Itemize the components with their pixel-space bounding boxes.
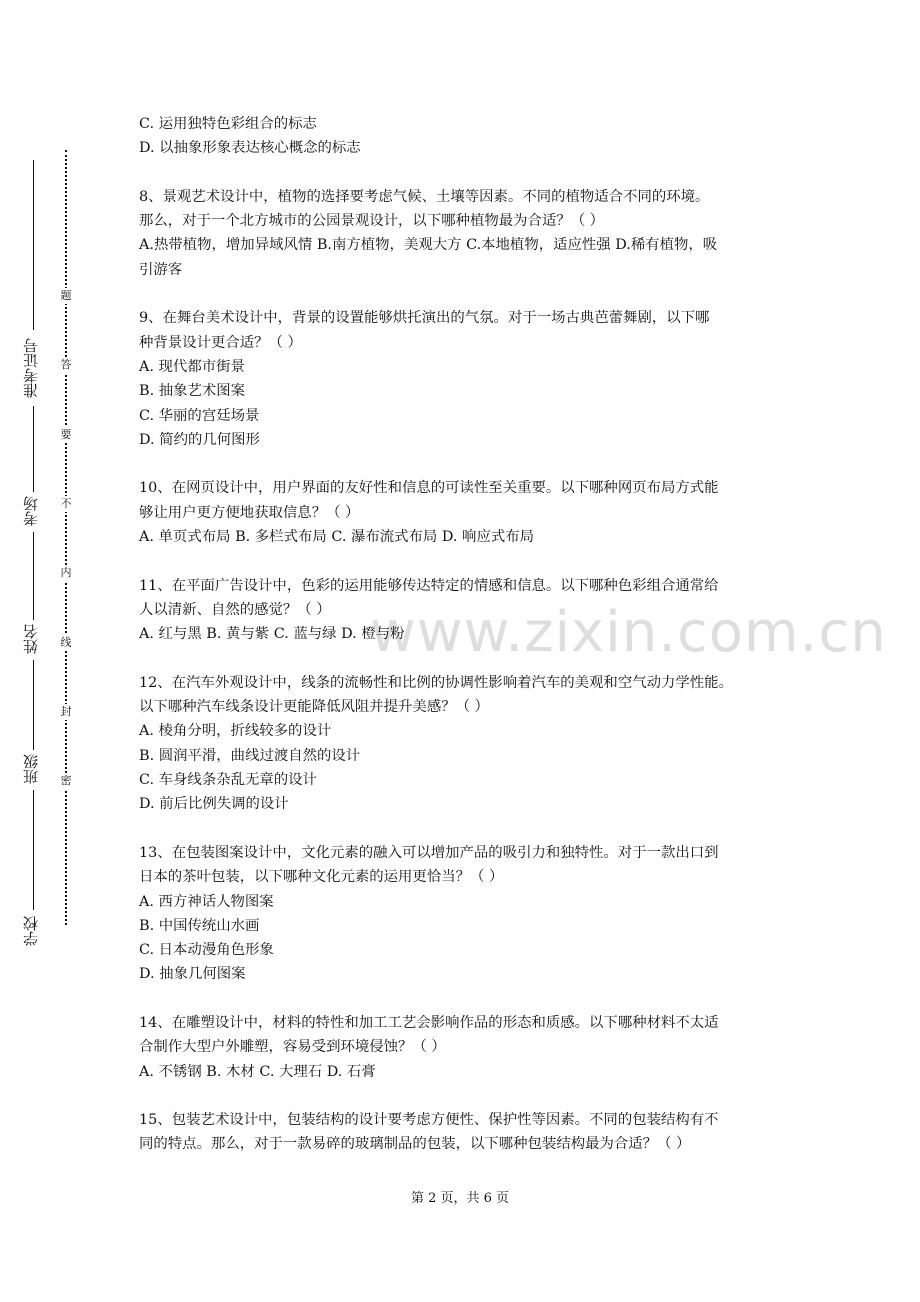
blank-line <box>139 452 789 476</box>
text-line: 人以清新、自然的感觉？（ ） <box>139 601 331 618</box>
text-line: C. 运用独特色彩组合的标志 <box>139 116 317 132</box>
blank-line-school <box>33 790 34 910</box>
blank-line <box>139 647 789 671</box>
text-line: 种背景设计更合适？（ ） <box>139 334 302 351</box>
text-line: 11、在平面广告设计中，色彩的运用能够传达特定的情感和信息。以下哪种色彩组合通常给 <box>139 577 719 594</box>
watermark: www.zixin.com.cn <box>370 600 887 665</box>
text-line: 合制作大型户外雕塑，容易受到环境侵蚀？（ ） <box>139 1039 446 1056</box>
text-line: D. 简约的几何图形 <box>139 431 260 448</box>
label-exam-room: 考场 <box>22 496 40 526</box>
text-line: 同的特点。那么，对于一款易碎的玻璃制品的包装，以下哪种包装结构最为合适？（ ） <box>139 1136 691 1153</box>
text-line: 15、包装艺术设计中，包装结构的设计要考虑方便性、保护性等因素。不同的包装结构有不 <box>139 1112 719 1129</box>
seal-char: 密 <box>60 774 72 787</box>
blank-line <box>139 987 789 1011</box>
blank-line <box>139 161 789 185</box>
text-line: A. 单页式布局 B. 多栏式布局 C. 瀑布流式布局 D. 响应式布局 <box>139 529 535 546</box>
text-line: D. 以抽象形象表达核心概念的标志 <box>139 140 361 157</box>
seal-char: 内 <box>60 566 72 579</box>
seal-char: 线 <box>60 636 72 649</box>
binding-margin <box>0 0 100 1302</box>
text-line: A. 西方神话人物图案 <box>139 893 274 910</box>
seal-char: 要 <box>60 428 72 441</box>
text-line: 9、在舞台美术设计中，背景的设置能够烘托演出的气氛。对于一场古典芭蕾舞剧，以下哪 <box>139 310 710 327</box>
text-line: A. 红与黑 B. 黄与紫 C. 蓝与绿 D. 橙与粉 <box>139 626 405 643</box>
text-line: 13、在包装图案设计中，文化元素的融入可以增加产品的吸引力和独特性。对于一款出口到 <box>139 844 719 861</box>
blank-line <box>139 549 789 573</box>
text-line: 那么，对于一个北方城市的公园景观设计，以下哪种植物最为合适？（ ） <box>139 213 605 230</box>
seal-char: 不 <box>60 497 72 510</box>
text-line: A.热带植物，增加异域风情 B.南方植物，美观大方 C.本地植物，适应性强 D.稀有植物，吸 <box>139 237 718 254</box>
label-name: 姓名 <box>22 624 40 654</box>
text-line: 8、景观艺术设计中，植物的选择要考虑气候、土壤等因素。不同的植物适合不同的环境。 <box>139 188 710 205</box>
blank-line-class <box>33 660 34 750</box>
text-line: B. 中国传统山水画 <box>139 917 260 934</box>
blank-line-exam-room <box>33 406 34 492</box>
text-line: A. 不锈钢 B. 木材 C. 大理石 D. 石膏 <box>139 1063 376 1080</box>
label-school: 学校 <box>22 916 40 946</box>
page-footer: 第 2 页，共 6 页 <box>410 1191 510 1206</box>
seal-dotted-line <box>65 150 67 925</box>
blank-line-name <box>33 532 34 620</box>
seal-char: 答 <box>60 358 72 371</box>
text-line: 14、在雕塑设计中，材料的特性和加工工艺会影响作品的形态和质感。以下哪种材料不太适 <box>139 1014 719 1031</box>
text-line: 够让用户更方便地获取信息？（ ） <box>139 504 360 521</box>
text-line: 12、在汽车外观设计中，线条的流畅性和比例的协调性影响着汽车的美观和空气动力学性能。 <box>139 674 733 691</box>
text-line: A. 棱角分明，折线较多的设计 <box>139 723 332 740</box>
blank-line <box>139 817 789 841</box>
text-line: 10、在网页设计中，用户界面的友好性和信息的可读性至关重要。以下哪种网页布局方式能 <box>139 480 719 497</box>
text-line: 日本的茶叶包装，以下哪种文化元素的运用更恰当？（ ） <box>139 869 504 886</box>
blank-line <box>139 1084 789 1108</box>
text-line: C. 华丽的宫廷场景 <box>139 407 260 424</box>
label-class: 班级 <box>22 754 40 784</box>
label-exam-number: 准考证号 <box>22 338 40 398</box>
blank-line-exam-number <box>33 160 34 330</box>
text-line: B. 抽象艺术图案 <box>139 383 246 400</box>
text-line: D. 抽象几何图案 <box>139 966 246 983</box>
seal-char: 封 <box>60 705 72 718</box>
text-line: D. 前后比例失调的设计 <box>139 796 289 813</box>
text-line: 引游客 <box>139 261 183 278</box>
question-content <box>139 112 789 1157</box>
text-line: A. 现代都市街景 <box>139 358 245 375</box>
text-line: 以下哪种汽车线条设计更能降低风阻并提升美感？（ ） <box>139 699 489 716</box>
seal-char: 题 <box>60 289 72 302</box>
text-line: B. 圆润平滑，曲线过渡自然的设计 <box>139 747 361 764</box>
text-line: C. 日本动漫角色形象 <box>139 942 274 959</box>
text-line: C. 车身线条杂乱无章的设计 <box>139 772 317 789</box>
blank-line <box>139 282 789 306</box>
